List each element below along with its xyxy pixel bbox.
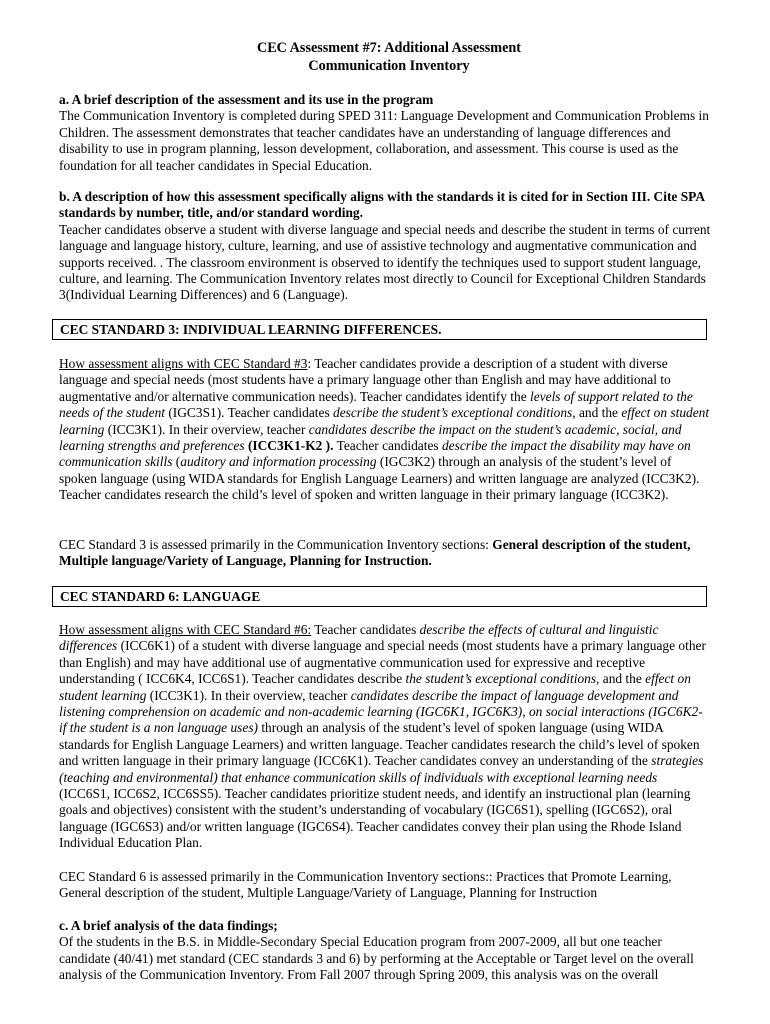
section-a-body: The Communication Inventory is completed during SPED 311: Language Development and Communication Problems in Children. The assessment demonstrates that teacher candidates have an understanding of language differences and disability to use in program planning, lesson development, collaboration, and assessment. This course is used as the foundation for all teacher candidates in Special Education.	[59, 108, 709, 173]
standard-6-paragraph	[59, 622, 711, 852]
italic-run: auditory and information processing	[180, 454, 377, 470]
italic-run: effect on student learning	[59, 671, 691, 703]
title-line-2: Communication Inventory	[308, 58, 470, 74]
italic-run: describe the effects of cultural and linguistic differences	[59, 622, 659, 654]
text-run: and the	[599, 671, 646, 687]
text-run: (ICC3K1). In their overview, teacher	[146, 687, 351, 703]
italic-run: candidates describe the impact on the student’s academic, social, and learning strengths and preferences	[59, 421, 682, 454]
text-run: (IGC3K2) through an analysis of the student’s level of spoken language (using WIDA standards for English Language Learners) and written language are analyzed (ICC3K2). Teacher candidates research the child’s level of spoken and written language in their primary language (ICC3K2).	[59, 454, 700, 503]
text-run: (ICC6K1) of a student with diverse language and special needs (most students have a primary language other than English) and may have additional use of augmentative communication used for expressive and receptive understanding ( ICC6K4, ICC6S1). Teacher candidates describe	[59, 638, 706, 687]
italic-run: levels of support related to the needs of the student	[59, 388, 693, 421]
text-run: (ICC3K1). In their overview, teacher	[104, 421, 309, 437]
text-run: through an analysis of the student’s level of spoken language (using WIDA standards for English Language Learners) and written language. Teacher candidates research the child’s level of spoken and written language in their primary language (ICC6K1). Teacher candidates convey an understanding of the	[59, 720, 700, 769]
text-run: (ICC6S1, ICC6S2, ICC6SS5). Teacher candidates prioritize student needs, and identify an instructional plan (learning goals and objectives) consistent with the student’s understanding of vocabulary (IGC6S1), spelling (IGC6S2), oral language (IGC6S3) and/or written language (IGC6S4). Teacher candidates convey their plan using the Rhode Island Individual Education Plan.	[59, 786, 691, 851]
cec-standard-3-box: CEC STANDARD 3: INDIVIDUAL LEARNING DIFFERENCES.	[52, 319, 707, 340]
section-a-heading: a. A brief description of the assessment and its use in the program	[59, 92, 434, 107]
standard-3-alignment	[59, 356, 711, 504]
title-line-1: CEC Assessment #7: Additional Assessment	[256, 40, 522, 56]
italic-run: effect on student learning	[59, 405, 710, 437]
section-b-heading: b. A description of how this assessment specifically aligns with the standards it is cited for in Section III. Cite SPA standards by number, title, and/or standard wording.	[59, 189, 705, 221]
text-run: CEC Standard 3 is assessed primarily in the Communication Inventory sections:	[59, 537, 493, 552]
italic-run: strategies (teaching and environmental) that enhance communication skills of individuals with exceptional learning needs	[59, 753, 704, 785]
standard-6-link-text: How assessment aligns with CEC Standard #6:	[59, 622, 312, 637]
standard-3-paragraph	[59, 356, 711, 504]
text-run: Teacher candidates	[333, 438, 442, 454]
text-run: , and the	[572, 405, 622, 421]
italic-run: describe the student’s exceptional conditions	[333, 405, 573, 421]
standard-3-link-text: How assessment aligns with CEC Standard #3	[59, 356, 308, 371]
text-run: : Teacher candidates provide a description of a student with diverse language and special needs (most students have a primary language other than English and may have additional to augmentative and/or alternative communication needs). Teacher candidates identify the	[59, 356, 671, 404]
standard-3-summary-text	[59, 537, 711, 570]
standard-6-alignment	[59, 622, 711, 852]
italic-run: candidates describe the impact of language development and listening comprehension on academic and non-academic learning (IGC6K1, IGC6K3), on social interactions (IGC6K2- if the student is a non language uses)	[59, 687, 703, 736]
bold-run: General description of the student, Multiple language/Variety of Language, Planning for Instruction.	[59, 537, 691, 569]
section-c	[59, 918, 711, 984]
section-c-heading: c. A brief analysis of the data findings;	[59, 918, 278, 933]
italic-run: describe the impact the disability may have on communication skills	[59, 438, 691, 470]
text-run: (	[172, 454, 181, 470]
standard-3-summary	[59, 537, 711, 570]
standard-6-summary	[59, 869, 711, 902]
italic-run: the student’s exceptional conditions,	[405, 671, 600, 687]
section-a	[59, 92, 711, 174]
text-run: (IGC3S1). Teacher candidates	[165, 405, 333, 421]
cec-standard-6-box: CEC STANDARD 6: LANGUAGE	[52, 586, 707, 607]
bold-run: (ICC3K1-K2 ).	[244, 438, 334, 454]
section-c-body: Of the students in the B.S. in Middle-Secondary Special Education program from 2007-2009, all but one teacher candidate (40/41) met standard (CEC standards 3 and 6) by performing at the Acceptable or Target level on the overall analysis of the Communication Inventory. From Fall 2007 through Spring 2009, this analysis was on the overall	[59, 934, 694, 983]
text-run: Teacher candidates	[311, 622, 420, 637]
section-b-body: Teacher candidates observe a student with diverse language and special needs and describe the student in terms of current language and language history, culture, learning, and use of assistive technology and augmentative communication and supports received. . The classroom environment is observed to identify the techniques used to support student language, culture, and learning. The Communication Inventory relates most directly to Council for Exceptional Children Standards 3(Individual Learning Differences) and 6 (Language).	[59, 221, 711, 303]
standard-6-summary-text: CEC Standard 6 is assessed primarily in the Communication Inventory sections:: Practices that Promote Learning, General description of the student, Multiple Language/Variety of Language, Planning for Instruction	[59, 869, 672, 901]
section-b	[59, 189, 711, 304]
